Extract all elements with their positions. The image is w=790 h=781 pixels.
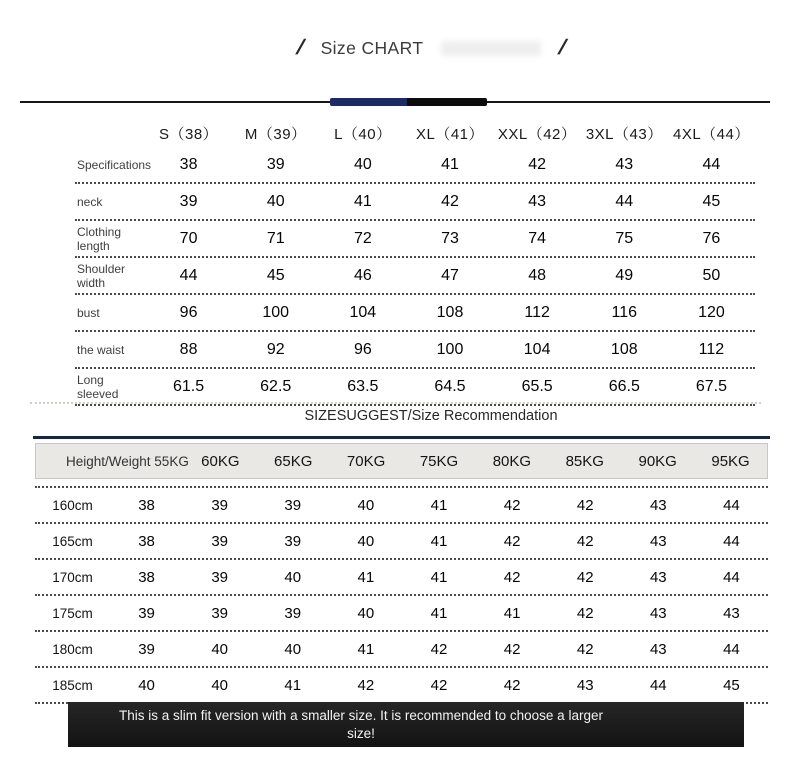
recommendation-cell: 40: [357, 532, 375, 550]
weight-column-header: 60KG: [201, 452, 240, 470]
weight-column-header: 95KG: [711, 452, 750, 470]
spec-size-column-header: XXL（42）: [497, 126, 577, 143]
recommendation-cell: 42: [503, 676, 521, 694]
spec-cell: 120: [698, 303, 725, 321]
recommendation-cell: 42: [503, 640, 521, 658]
recommendation-cell: 42: [503, 532, 521, 550]
recommendation-cell: 38: [138, 568, 155, 586]
spec-cell: 44: [179, 266, 198, 284]
spec-table-header-row: [75, 120, 755, 147]
spec-size-column-header: L（40）: [334, 126, 392, 143]
spec-cell: 41: [441, 155, 459, 173]
recommendation-cell: 45: [723, 676, 740, 694]
height-row-label: 175cm: [52, 605, 93, 621]
recommendation-cell: 42: [430, 640, 448, 658]
spec-cell: 96: [353, 340, 372, 358]
spec-cell: 64.5: [434, 377, 466, 395]
decorative-slash-left-icon: /: [294, 36, 305, 59]
recommendation-cell: 39: [211, 496, 228, 514]
spec-cell: 48: [528, 266, 547, 284]
recommendation-row: [35, 560, 768, 596]
recommendation-cell: 40: [138, 676, 155, 694]
accent-navy-segment: [330, 98, 407, 106]
weight-column-header: 85KG: [565, 452, 604, 470]
spec-cell: 44: [702, 155, 721, 173]
spec-cell: 38: [179, 155, 198, 173]
spec-row-label: Specifications: [77, 157, 152, 172]
recommendation-cell: 38: [138, 496, 155, 514]
spec-cell: 116: [611, 303, 638, 321]
recommendation-cell: 43: [649, 640, 667, 658]
recommendation-cell: 43: [723, 604, 740, 622]
spec-size-column-header: 4XL（44）: [672, 126, 750, 143]
weight-column-header: 65KG: [274, 452, 313, 470]
spec-cell: 62.5: [260, 377, 292, 395]
recommendation-row: [35, 632, 768, 668]
spec-cell: 63.5: [347, 377, 379, 395]
spec-size-column-header: 3XL（43）: [585, 126, 663, 143]
recommendation-header-row: [35, 443, 768, 479]
recommendation-cell: 43: [649, 604, 667, 622]
height-weight-corner-header: Height/Weight 55KG: [66, 453, 189, 469]
section-divider-dotted: [30, 402, 761, 404]
recommendation-row: [35, 488, 768, 524]
recommendation-cell: 39: [284, 604, 302, 622]
spec-cell: 92: [266, 340, 285, 358]
weight-column-header: 90KG: [638, 452, 677, 470]
fit-note-text: This is a slim fit version with a smaller size. It is recommended to choose a larger size!: [119, 708, 603, 741]
recommendation-cell: 39: [138, 604, 155, 622]
weight-column-header: 75KG: [419, 452, 459, 470]
decorative-slash-right-icon: /: [557, 36, 568, 59]
recommendation-cell: 43: [649, 496, 667, 514]
recommendation-cell: 42: [576, 568, 594, 586]
recommendation-cell: 41: [430, 532, 448, 550]
spec-cell: 40: [353, 155, 372, 173]
recommendation-cell: 41: [284, 676, 302, 694]
spec-table-row: [75, 295, 755, 332]
spec-cell: 46: [353, 266, 372, 284]
spec-cell: 47: [441, 266, 459, 284]
spec-cell: 88: [179, 340, 198, 358]
page-title: [0, 36, 790, 60]
recommendation-cell: 44: [723, 568, 740, 586]
weight-column-header: 70KG: [346, 452, 386, 470]
recommendation-cell: 40: [211, 676, 228, 694]
recommendation-cell: 41: [430, 604, 448, 622]
spec-row-label: bust: [77, 305, 100, 320]
spec-cell: 96: [179, 303, 198, 321]
recommendation-cell: 42: [357, 676, 375, 694]
recommendation-cell: 42: [576, 640, 594, 658]
spec-cell: 100: [262, 303, 290, 321]
recommendation-row: [35, 596, 768, 632]
recommendation-cell: 43: [649, 568, 667, 586]
spec-table-row: [75, 184, 755, 221]
spec-table-row: [75, 369, 755, 406]
recommendation-cell: 44: [723, 640, 740, 658]
page-title-text: Size CHART: [320, 37, 424, 58]
recommendation-cell: 41: [357, 568, 375, 586]
spec-row-label: Long sleeved: [77, 372, 119, 401]
recommendation-cell: 41: [430, 568, 448, 586]
spec-table-row: [75, 332, 755, 369]
spec-cell: 100: [436, 340, 464, 358]
fit-note-banner: [68, 702, 744, 747]
recommendation-row: [35, 524, 768, 560]
accent-black-segment: [407, 98, 487, 106]
spec-cell: 73: [441, 229, 459, 247]
spec-cell: 112: [698, 340, 725, 358]
spec-table-row: [75, 221, 755, 258]
recommendation-cell: 42: [576, 496, 594, 514]
spec-cell: 61.5: [173, 377, 205, 395]
spec-row-label: Shoulder width: [77, 261, 126, 290]
size-recommendation-table: [35, 443, 768, 704]
spec-table-row: [75, 258, 755, 295]
spec-cell: 43: [528, 192, 547, 210]
spec-cell: 71: [266, 229, 285, 247]
spec-cell: 70: [179, 229, 198, 247]
spec-cell: 112: [524, 303, 550, 321]
spec-cell: 41: [353, 192, 372, 210]
spec-cell: 108: [610, 340, 638, 358]
spec-size-column-header: S（38）: [158, 126, 219, 143]
recommendation-cell: 42: [503, 496, 521, 514]
spec-cell: 42: [528, 155, 547, 173]
spec-cell: 43: [615, 155, 634, 173]
weight-column-header: 80KG: [492, 452, 532, 470]
recommendation-cell: 44: [723, 496, 740, 514]
recommendation-cell: 40: [284, 568, 302, 586]
recommendation-cell: 39: [284, 532, 302, 550]
recommendation-cell: 39: [211, 604, 228, 622]
spec-cell: 50: [702, 266, 721, 284]
recommendation-cell: 40: [284, 640, 302, 658]
recommendation-cell: 41: [503, 604, 521, 622]
spec-cell: 67.5: [695, 377, 727, 395]
spec-cell: 75: [615, 229, 634, 247]
section-divider-navy: [33, 436, 770, 439]
spec-row-label: the waist: [77, 342, 125, 357]
size-spec-table: [75, 120, 755, 406]
height-row-label: 165cm: [52, 533, 93, 549]
spec-cell: 49: [615, 266, 634, 284]
recommendation-cell: 39: [211, 568, 228, 586]
recommendation-row: [35, 668, 768, 704]
recommendation-cell: 38: [138, 532, 155, 550]
spec-cell: 104: [349, 303, 377, 321]
recommendation-cell: 40: [211, 640, 228, 658]
height-row-label: 160cm: [52, 497, 93, 513]
spec-size-column-header: M（39）: [244, 126, 307, 143]
recommendation-cell: 41: [430, 496, 448, 514]
recommendation-rows: [35, 486, 768, 704]
spec-cell: 40: [266, 192, 285, 210]
size-recommendation-heading: SIZESUGGEST/Size Recommendation: [304, 408, 558, 424]
spec-row-label: Clothing length: [77, 224, 122, 253]
height-row-label: 180cm: [52, 641, 93, 657]
recommendation-cell: 40: [357, 604, 375, 622]
spec-cell: 76: [702, 229, 721, 247]
recommendation-cell: 41: [357, 640, 375, 658]
spec-cell: 74: [528, 229, 547, 247]
spec-cell: 108: [436, 303, 464, 321]
spec-cell: 66.5: [608, 377, 640, 395]
spec-row-label: neck: [77, 194, 103, 209]
recommendation-cell: 44: [723, 532, 740, 550]
recommendation-cell: 42: [503, 568, 521, 586]
recommendation-cell: 44: [649, 676, 667, 694]
spec-cell: 42: [441, 192, 459, 210]
spec-cell: 72: [353, 229, 372, 247]
recommendation-cell: 43: [576, 676, 594, 694]
spec-cell: 65.5: [521, 377, 553, 395]
recommendation-cell: 42: [576, 532, 594, 550]
recommendation-cell: 39: [138, 640, 155, 658]
spec-table-row: [75, 147, 755, 184]
spec-cell: 39: [179, 192, 198, 210]
recommendation-cell: 42: [576, 604, 594, 622]
height-row-label: 185cm: [52, 677, 93, 693]
recommendation-cell: 42: [430, 676, 448, 694]
title-underline-accent: [330, 98, 487, 106]
recommendation-cell: 39: [211, 532, 228, 550]
recommendation-cell: 40: [357, 496, 375, 514]
height-row-label: 170cm: [52, 569, 93, 585]
erased-text-smudge: [441, 41, 541, 56]
spec-cell: 45: [266, 266, 285, 284]
spec-cell: 44: [615, 192, 634, 210]
spec-cell: 45: [702, 192, 721, 210]
spec-cell: 104: [523, 340, 551, 358]
recommendation-cell: 39: [284, 496, 302, 514]
spec-cell: 39: [266, 155, 285, 173]
recommendation-cell: 43: [649, 532, 667, 550]
spec-size-column-header: XL（41）: [415, 126, 485, 143]
